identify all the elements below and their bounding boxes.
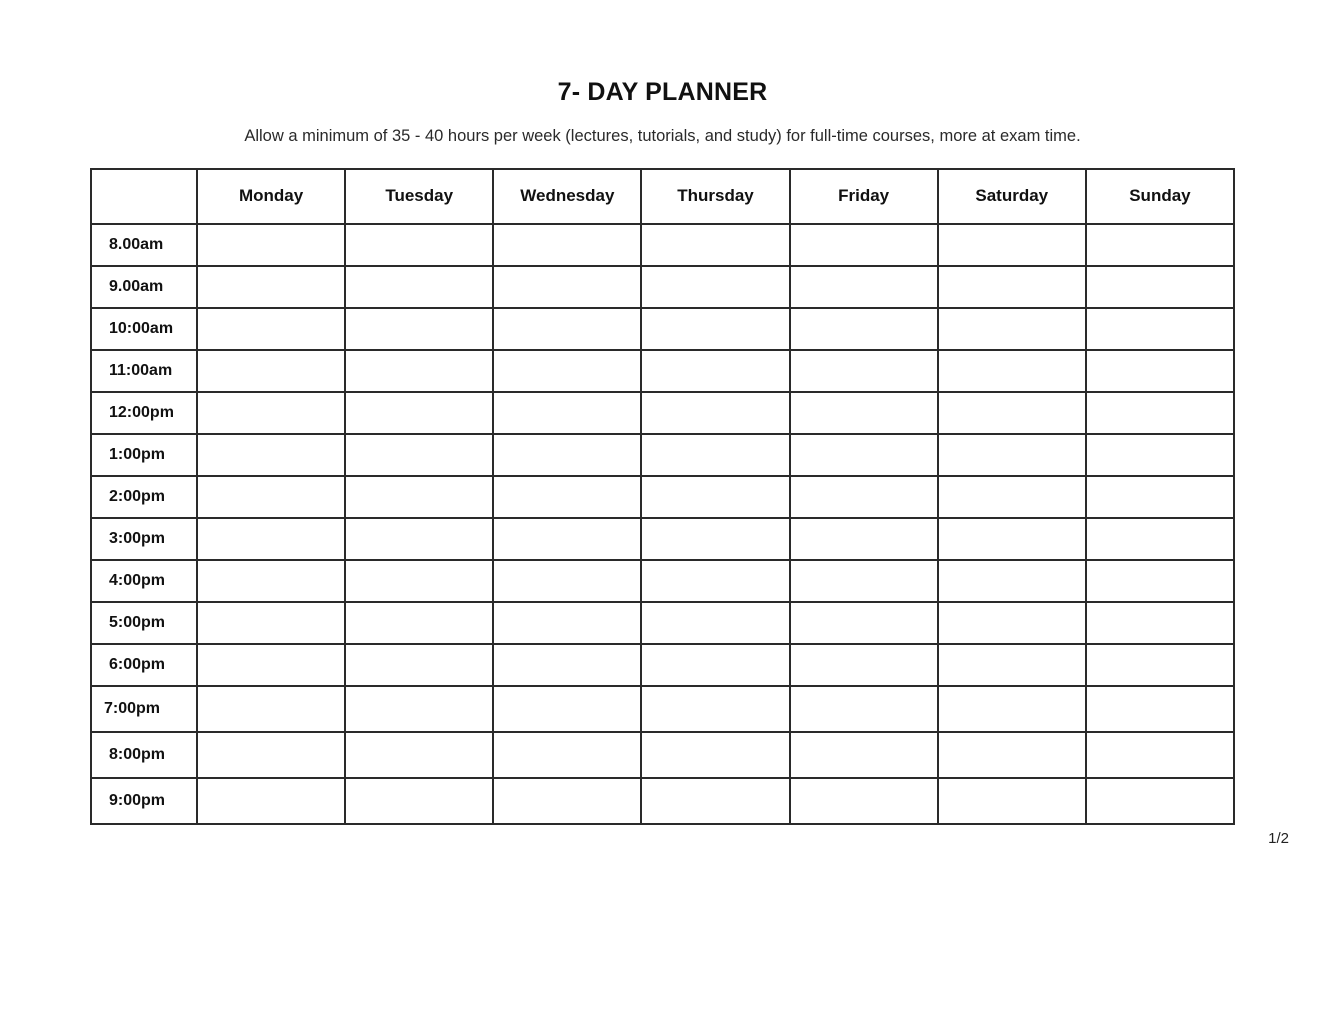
schedule-cell-monday[interactable]: [197, 778, 345, 824]
time-row: [91, 224, 1234, 266]
schedule-cell-tuesday[interactable]: [345, 476, 493, 518]
time-label: 1:00pm: [91, 434, 197, 476]
schedule-cell-thursday[interactable]: [641, 434, 789, 476]
schedule-cell-monday[interactable]: [197, 686, 345, 732]
schedule-cell-wednesday[interactable]: [493, 392, 641, 434]
page-subtitle: Allow a minimum of 35 - 40 hours per week (lectures, tutorials, and study) for full-time courses, more at exam time.: [244, 127, 1081, 145]
schedule-cell-wednesday[interactable]: [493, 560, 641, 602]
schedule-cell-friday[interactable]: [790, 476, 938, 518]
time-row: [91, 392, 1234, 434]
time-row: [91, 350, 1234, 392]
schedule-cell-sunday[interactable]: [1086, 350, 1234, 392]
schedule-cell-wednesday[interactable]: [493, 686, 641, 732]
schedule-cell-sunday[interactable]: [1086, 560, 1234, 602]
time-label: 2:00pm: [91, 476, 197, 518]
schedule-cell-saturday[interactable]: [938, 266, 1086, 308]
schedule-cell-thursday[interactable]: [641, 224, 789, 266]
time-row: [91, 266, 1234, 308]
schedule-cell-thursday[interactable]: [641, 266, 789, 308]
schedule-cell-sunday[interactable]: [1086, 602, 1234, 644]
schedule-cell-wednesday[interactable]: [493, 602, 641, 644]
schedule-cell-friday[interactable]: [790, 392, 938, 434]
day-header-friday: Friday: [790, 169, 938, 224]
schedule-cell-wednesday[interactable]: [493, 308, 641, 350]
schedule-cell-friday[interactable]: [790, 308, 938, 350]
time-row: [91, 732, 1234, 778]
schedule-cell-friday[interactable]: [790, 602, 938, 644]
time-label: 3:00pm: [91, 518, 197, 560]
schedule-cell-friday[interactable]: [790, 434, 938, 476]
schedule-cell-saturday[interactable]: [938, 686, 1086, 732]
schedule-cell-saturday[interactable]: [938, 392, 1086, 434]
time-row: [91, 476, 1234, 518]
time-label: 7:00pm: [91, 686, 197, 732]
schedule-cell-monday[interactable]: [197, 308, 345, 350]
schedule-cell-saturday[interactable]: [938, 308, 1086, 350]
schedule-cell-tuesday[interactable]: [345, 434, 493, 476]
time-row: [91, 686, 1234, 732]
schedule-cell-saturday[interactable]: [938, 560, 1086, 602]
schedule-cell-thursday[interactable]: [641, 560, 789, 602]
time-label: 11:00am: [91, 350, 197, 392]
schedule-cell-friday[interactable]: [790, 778, 938, 824]
schedule-cell-thursday[interactable]: [641, 778, 789, 824]
schedule-cell-monday[interactable]: [197, 224, 345, 266]
day-header-wednesday: Wednesday: [493, 169, 641, 224]
schedule-cell-saturday[interactable]: [938, 518, 1086, 560]
schedule-cell-wednesday[interactable]: [493, 778, 641, 824]
schedule-cell-monday[interactable]: [197, 560, 345, 602]
schedule-cell-tuesday[interactable]: [345, 224, 493, 266]
schedule-cell-monday[interactable]: [197, 266, 345, 308]
schedule-cell-monday[interactable]: [197, 602, 345, 644]
schedule-cell-sunday[interactable]: [1086, 308, 1234, 350]
schedule-cell-friday[interactable]: [790, 224, 938, 266]
schedule-cell-tuesday[interactable]: [345, 602, 493, 644]
schedule-cell-thursday[interactable]: [641, 476, 789, 518]
schedule-cell-sunday[interactable]: [1086, 434, 1234, 476]
time-row: [91, 434, 1234, 476]
schedule-cell-saturday[interactable]: [938, 476, 1086, 518]
schedule-cell-monday[interactable]: [197, 392, 345, 434]
schedule-cell-monday[interactable]: [197, 518, 345, 560]
schedule-cell-thursday[interactable]: [641, 392, 789, 434]
time-row: [91, 644, 1234, 686]
schedule-cell-tuesday[interactable]: [345, 732, 493, 778]
time-label: 8:00pm: [91, 732, 197, 778]
page-number: 1/2: [1268, 830, 1289, 847]
schedule-cell-tuesday[interactable]: [345, 266, 493, 308]
schedule-cell-sunday[interactable]: [1086, 266, 1234, 308]
schedule-cell-wednesday[interactable]: [493, 266, 641, 308]
schedule-cell-monday[interactable]: [197, 476, 345, 518]
schedule-cell-tuesday[interactable]: [345, 644, 493, 686]
schedule-cell-thursday[interactable]: [641, 308, 789, 350]
schedule-cell-saturday[interactable]: [938, 602, 1086, 644]
time-label: 5:00pm: [91, 602, 197, 644]
schedule-cell-monday[interactable]: [197, 732, 345, 778]
schedule-cell-monday[interactable]: [197, 644, 345, 686]
schedule-cell-sunday[interactable]: [1086, 392, 1234, 434]
schedule-cell-wednesday[interactable]: [493, 476, 641, 518]
schedule-cell-friday[interactable]: [790, 732, 938, 778]
schedule-cell-sunday[interactable]: [1086, 686, 1234, 732]
schedule-cell-friday[interactable]: [790, 686, 938, 732]
schedule-cell-sunday[interactable]: [1086, 518, 1234, 560]
time-label: 8.00am: [91, 224, 197, 266]
schedule-cell-sunday[interactable]: [1086, 732, 1234, 778]
planner-table: [90, 168, 1235, 825]
day-header-thursday: Thursday: [641, 169, 789, 224]
schedule-cell-monday[interactable]: [197, 350, 345, 392]
corner-cell: [91, 169, 197, 224]
schedule-cell-tuesday[interactable]: [345, 778, 493, 824]
schedule-cell-tuesday[interactable]: [345, 392, 493, 434]
time-label: 9.00am: [91, 266, 197, 308]
schedule-cell-sunday[interactable]: [1086, 778, 1234, 824]
schedule-cell-wednesday[interactable]: [493, 434, 641, 476]
schedule-cell-wednesday[interactable]: [493, 644, 641, 686]
schedule-cell-thursday[interactable]: [641, 518, 789, 560]
page-title: 7- DAY PLANNER: [557, 78, 768, 106]
schedule-cell-wednesday[interactable]: [493, 224, 641, 266]
time-label: 4:00pm: [91, 560, 197, 602]
day-header-monday: Monday: [197, 169, 345, 224]
schedule-cell-saturday[interactable]: [938, 732, 1086, 778]
schedule-cell-saturday[interactable]: [938, 350, 1086, 392]
time-label: 6:00pm: [91, 644, 197, 686]
planner-body: [91, 224, 1234, 824]
time-label: 10:00am: [91, 308, 197, 350]
schedule-cell-tuesday[interactable]: [345, 560, 493, 602]
schedule-cell-friday[interactable]: [790, 518, 938, 560]
schedule-cell-sunday[interactable]: [1086, 644, 1234, 686]
time-row: [91, 308, 1234, 350]
time-row: [91, 518, 1234, 560]
schedule-cell-thursday[interactable]: [641, 350, 789, 392]
day-header-saturday: Saturday: [938, 169, 1086, 224]
header-row: [91, 169, 1234, 224]
schedule-cell-tuesday[interactable]: [345, 308, 493, 350]
schedule-cell-monday[interactable]: [197, 434, 345, 476]
schedule-cell-friday[interactable]: [790, 266, 938, 308]
schedule-cell-thursday[interactable]: [641, 644, 789, 686]
day-header-sunday: Sunday: [1086, 169, 1234, 224]
schedule-cell-sunday[interactable]: [1086, 476, 1234, 518]
schedule-cell-friday[interactable]: [790, 350, 938, 392]
schedule-cell-tuesday[interactable]: [345, 350, 493, 392]
schedule-cell-wednesday[interactable]: [493, 350, 641, 392]
schedule-cell-tuesday[interactable]: [345, 686, 493, 732]
schedule-cell-wednesday[interactable]: [493, 518, 641, 560]
time-row: [91, 778, 1234, 824]
schedule-cell-thursday[interactable]: [641, 686, 789, 732]
schedule-cell-saturday[interactable]: [938, 644, 1086, 686]
schedule-cell-thursday[interactable]: [641, 732, 789, 778]
schedule-cell-wednesday[interactable]: [493, 732, 641, 778]
schedule-cell-saturday[interactable]: [938, 434, 1086, 476]
schedule-cell-saturday[interactable]: [938, 224, 1086, 266]
time-label: 9:00pm: [91, 778, 197, 824]
time-row: [91, 602, 1234, 644]
schedule-cell-friday[interactable]: [790, 644, 938, 686]
day-header-tuesday: Tuesday: [345, 169, 493, 224]
time-label: 12:00pm: [91, 392, 197, 434]
schedule-cell-sunday[interactable]: [1086, 224, 1234, 266]
schedule-cell-thursday[interactable]: [641, 602, 789, 644]
time-row: [91, 560, 1234, 602]
schedule-cell-friday[interactable]: [790, 560, 938, 602]
schedule-cell-tuesday[interactable]: [345, 518, 493, 560]
schedule-cell-saturday[interactable]: [938, 778, 1086, 824]
